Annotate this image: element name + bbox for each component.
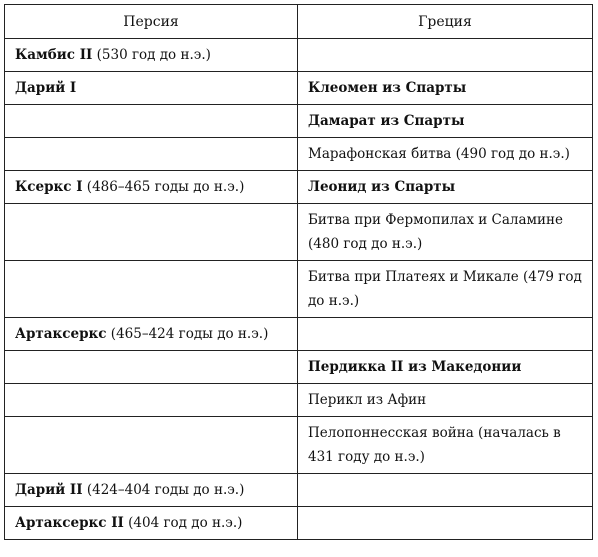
greece-cell — [298, 318, 593, 351]
persia-cell — [5, 72, 298, 105]
greece-cell — [298, 138, 593, 171]
persia-cell — [5, 261, 298, 318]
persia-ruler-name: Дарий I — [15, 80, 77, 96]
persia-ruler-dates: (404 год до н.э.) — [123, 515, 243, 531]
table-row — [5, 204, 593, 261]
persia-cell — [5, 39, 298, 72]
table-row — [5, 171, 593, 204]
greece-event-text: Битва при Платеях и Микале (479 год до н.э.) — [308, 269, 582, 309]
persia-ruler-name: Ксеркс I — [15, 179, 83, 195]
table-row — [5, 261, 593, 318]
table-row — [5, 351, 593, 384]
greece-event-text: Марафонская битва (490 год до н.э.) — [308, 146, 570, 162]
table-row — [5, 138, 593, 171]
persia-ruler-dates: (530 год до н.э.) — [92, 47, 211, 63]
persia-ruler-dates: (424–404 годы до н.э.) — [82, 482, 245, 498]
greece-cell — [298, 474, 593, 507]
persia-cell — [5, 204, 298, 261]
greece-cell — [298, 384, 593, 417]
header-greece: Греция — [298, 5, 593, 39]
greece-event-text: Перикл из Афин — [308, 392, 427, 408]
greece-figure-name: Клеомен из Спарты — [308, 80, 467, 96]
greece-cell — [298, 72, 593, 105]
table-row — [5, 318, 593, 351]
persia-ruler-name: Артаксеркс — [15, 326, 107, 342]
table-row — [5, 507, 593, 540]
greece-cell — [298, 204, 593, 261]
greece-cell — [298, 105, 593, 138]
document-page — [4, 4, 592, 540]
greece-event-text: Битва при Фермопилах и Саламине (480 год до н.э.) — [308, 212, 564, 252]
persia-ruler-dates: (465–424 годы до н.э.) — [106, 326, 269, 342]
persia-cell — [5, 507, 298, 540]
greece-event-text: Пелопоннесская война (началась в 431 году до н.э.) — [308, 425, 561, 465]
persia-cell — [5, 138, 298, 171]
persia-cell — [5, 474, 298, 507]
greece-cell — [298, 507, 593, 540]
persia-ruler-dates: (486–465 годы до н.э.) — [82, 179, 245, 195]
persia-cell — [5, 318, 298, 351]
table-row — [5, 105, 593, 138]
greece-cell — [298, 171, 593, 204]
persia-cell — [5, 105, 298, 138]
greece-cell — [298, 351, 593, 384]
persia-ruler-name: Камбис II — [15, 47, 93, 63]
greece-cell — [298, 261, 593, 318]
persia-ruler-name: Артаксеркс II — [15, 515, 124, 531]
persia-ruler-name: Дарий II — [15, 482, 83, 498]
persia-cell — [5, 351, 298, 384]
table-row — [5, 417, 593, 474]
greece-cell — [298, 39, 593, 72]
persia-cell — [5, 384, 298, 417]
greece-cell — [298, 417, 593, 474]
greece-figure-name: Дамарат из Спарты — [308, 113, 465, 129]
persia-cell — [5, 171, 298, 204]
table-header-row — [5, 5, 593, 39]
header-persia: Персия — [5, 5, 298, 39]
table-row — [5, 39, 593, 72]
table-row — [5, 384, 593, 417]
greece-figure-name: Леонид из Спарты — [308, 179, 456, 195]
persia-cell — [5, 417, 298, 474]
greece-figure-name: Пердикка II из Македонии — [308, 359, 522, 375]
table-row — [5, 474, 593, 507]
table-row — [5, 72, 593, 105]
persia-greece-table — [4, 4, 593, 540]
